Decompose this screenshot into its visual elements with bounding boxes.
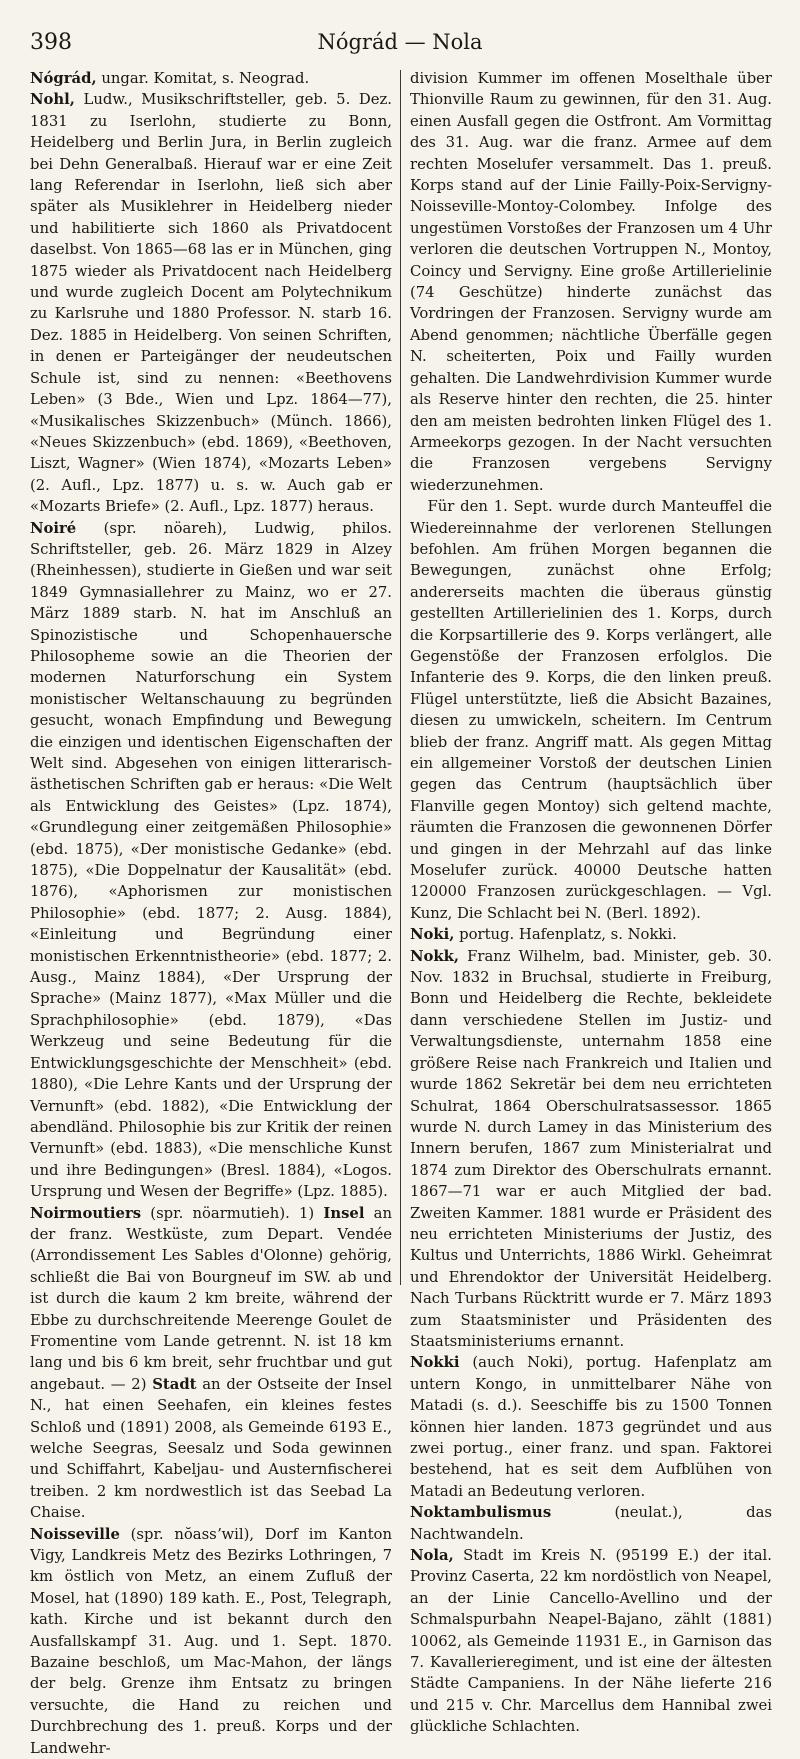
entry-nograd — [30, 68, 392, 89]
entry-text: (neulat.), das Nachtwandeln. — [410, 1504, 772, 1543]
entry-nohl — [30, 89, 392, 517]
headword: Noiré — [30, 519, 77, 537]
entry-text: (spr. nöarmutieh). 1) — [141, 1204, 324, 1222]
headword: Nokk, — [410, 947, 460, 965]
left-column — [30, 68, 393, 1757]
entry-text: (auch Noki), portug. Hafenplatz am untern Kongo, in unmittelbarer Nähe von Matadi (s. d.). Seeschiffe bis zu 1500 Tonnen können hier landen. 1873 gegründet und aus zwei portug., einer franz. und span. Faktorei bestehend, hat es seit dem Aufblühen von Matadi an Bedeutung verloren. — [410, 1354, 772, 1500]
entry-noisseville-continued — [410, 68, 772, 496]
entry-text: Für den 1. Sept. wurde durch Manteuffel die Wiedereinnahme der verlorenen Stellungen befohlen. Am frühen Morgen begannen die Bewegungen, zunächst ohne Erfolg; andererseits machten die überaus günstig gestellten Artillerielinien des 1. Korps, durch die Korpsartillerie des 9. Korps verlängert, alle Gegenstöße der Franzosen erfolglos. Die Infanterie des 9. Korps, die den linken preuß. Flügel unterstützte, ließ die Absicht Bazaines, diesen zu umwickeln, scheitern. Im Centrum blieb der franz. Angriff matt. Als gegen Mittag ein allgemeiner Vorstoß der deutschen Linien gegen das Centrum (hauptsächlich über Flanville gegen Montoy) sich geltend machte, räumten die Franzosen die gewonnenen Dörfer und gingen in der Mehrzahl auf das linke Moselufer zurück. 40000 Deutsche hatten 120000 Franzosen zurückgeschlagen. — Vgl. Kunz, Die Schlacht bei N. (Berl. 1892). — [410, 498, 772, 922]
subheading-insel: Insel — [323, 1204, 365, 1222]
running-head: Nógrád — Nola — [317, 30, 483, 54]
entry-nokk — [410, 946, 772, 1353]
entry-text: Franz Wilhelm, bad. Minister, geb. 30. Nov. 1832 in Bruchsal, studierte in Freiburg, Bonn und Heidelberg die Rechte, bekleidete dann verschiedene Stellen im Justiz- und Verwaltungsdienste, unternahm 1858 eine größere Reise nach Frankreich und Italien und wurde 1862 Sekretär bei dem neu errichteten Schulrat, 1864 Oberschulratsassessor. 1865 wurde N. durch Lamey in das Ministerium des Innern berufen, 1867 zum Ministerialrat und 1874 zum Direktor des Oberschulrats ernannt. 1867—71 war er auch Mitglied der bad. Zweiten Kammer. 1881 wurde er Präsident des neu errichteten Ministeriums der Justiz, des Kultus und Unterrichts, 1886 Wirkl. Geheimrat und Ehrendoktor der Universität Heidelberg. Nach Turbans Rücktritt wurde er 7. März 1893 zum Staatsminister und Präsidenten des Staatsministeriums ernannt. — [410, 947, 772, 1350]
headword: Nógrád, — [30, 70, 97, 87]
entry-text: division Kummer im offenen Moselthale über Thionville Raum zu gewinnen, für den 31. Aug. einen Ausfall gegen die Ostfront. Am Vormittag des 31. Aug. war die franz. Armee auf dem rechten Moselufer versammelt. Das 1. preuß. Korps stand auf der Linie Failly-Poix-Servigny-Noisseville-Montoy-Colombey. Infolge des ungestümen Vorstoßes der Franzosen um 4 Uhr verloren die deutschen Vortruppen N., Montoy, Coincy und Servigny. Eine große Artillerielinie (74 Geschütze) hinderte zunächst das Vordringen der Franzosen. Servigny wurde am Abend genommen; nächtliche Überfälle gegen N. scheiterten, Poix und Failly wurden gehalten. Die Landwehrdivision Kummer wurde als Reserve hinter den rechten, die 25. hinter den am meisten bedrohten linken Flügel des 1. Armeekorps gezogen. In der Nacht versuchten die Franzosen vergebens Servigny wiederzunehmen. — [410, 70, 772, 494]
headword: Nohl, — [30, 91, 75, 109]
page-number: 398 — [30, 30, 72, 55]
entry-noirmoutiers — [30, 1203, 392, 1524]
right-column — [410, 68, 772, 1736]
entry-noisseville-paragraph — [410, 496, 772, 924]
entry-text: Stadt im Kreis N. (95199 E.) der ital. Provinz Caserta, 22 km nordöstlich von Neapel, an der Linie Cancello-Avellino und der Schmalspurbahn Neapel-Bajano, zählt (1881) 10062, als Gemeinde 11931 E., in Garnison das 7. Kavallerieregiment, und ist eine der ältesten Städte Campaniens. In der Nähe lieferte 216 und 215 v. Chr. Marcellus dem Hannibal zwei glückliche Schlachten. — [410, 1547, 772, 1736]
headword: Noisseville — [30, 1525, 120, 1543]
entry-text: an der franz. Westküste, zum Depart. Vendée (Arrondissement Les Sables d'Olonne) gehörig, schließt die Bai von Bourgneuf im SW. ab und ist durch die kaum 2 km breite, während der Ebbe zu durchschreitende Meerenge Goulet de Fromentine vom Lande getrennt. N. ist 18 km lang und bis 6 km breit, sehr fruchtbar und gut angebaut. — 2) — [30, 1204, 393, 1393]
headword: Nola, — [410, 1547, 454, 1565]
entry-noktambulismus — [410, 1502, 772, 1545]
entry-text: an der Ostseite der Insel N., hat einen Seehafen, ein kleines festes Schloß und (1891) 2008, als Gemeinde 6193 E., welche Seegras, Seesalz und Soda gewinnen und Schiffahrt, Kabeljau- und Austernfischerei treiben. 2 km nordwestlich ist das Seebad La Chaise. — [30, 1375, 393, 1522]
entry-text: (spr. nŏassʼwil), Dorf im Kanton Vigy, Landkreis Metz des Bezirks Lothringen, 7 km östlich von Metz, an einem Zufluß der Mosel, hat (1890) 189 kath. E., Post, Telegraph, kath. Kirche und ist bekannt durch den Ausfallskampf 31. Aug. und 1. Sept. 1870. Bazaine beschloß, um Mac-Mahon, der längs der belg. Grenze ihm Entsatz zu bringen versuchte, die Hand zu reichen und Durchbrechung des 1. preuß. Korps und der Landwehr- — [30, 1525, 392, 1757]
entry-text: ungar. Komitat, s. Neograd. — [96, 70, 310, 87]
entry-nola — [410, 1545, 772, 1738]
headword: Noirmoutiers — [30, 1204, 142, 1222]
entry-text: (spr. nöareh), Ludwig, philos. Schriftsteller, geb. 26. März 1829 in Alzey (Rheinhessen), studierte in Gießen und war seit 1849 Gymnasiallehrer zu Mainz, wo er 27. März 1889 starb. N. hat im Anschluß an Spinozistische und Schopenhauersche Philosopheme sowie an die Theorien der modernen Naturforschung ein System monistischer Weltanschauung zu begründen gesucht, wonach Empfindung und Bewegung die einzigen und identischen Eigenschaften der Welt sind. Abgesehen von einigen litterarisch-ästhetischen Schriften gab er heraus: «Die Welt als Entwicklung des Geistes» (Lpz. 1874), «Grundlegung einer zeitgemäßen Philosophie» (ebd. 1875), «Der monistische Gedanke» (ebd. 1875), «Die Doppelnatur der Kausalität» (ebd. 1876), «Aphorismen zur monistischen Philosophie» (ebd. 1877; 2. Ausg. 1884), «Einleitung und Begründung einer monistischen Erkenntnistheorie» (ebd. 1877; 2. Ausg., Mainz 1884), «Der Ursprung der Sprache» (Mainz 1877), «Max Müller und die Sprachphilosophie» (ebd. 1879), «Das Werkzeug und seine Bedeutung für die Entwicklungsgeschichte der Menschheit» (ebd. 1880), «Die Lehre Kants und der Ursprung der Vernunft» (ebd. 1882), «Die Entwicklung der abendländ. Philosophie bis zur Kritik der reinen Vernunft» (ebd. 1883), «Die menschliche Kunst und ihre Bedingungen» (Bresl. 1884), «Logos. Ursprung und Wesen der Begriffe» (Lpz. 1885). — [30, 519, 392, 1201]
column-divider — [400, 70, 401, 1285]
headword: Nokki — [410, 1354, 460, 1372]
page-header — [30, 30, 770, 62]
entry-noisseville — [30, 1524, 392, 1759]
headword: Noki, — [410, 926, 455, 944]
entry-nokki — [410, 1352, 772, 1502]
subheading-stadt: Stadt — [152, 1375, 197, 1393]
entry-text: Ludw., Musikschriftsteller, geb. 5. Dez. 1831 zu Iserlohn, studierte zu Bonn, Heidelberg und Berlin Jura, in Berlin zugleich bei Dehn Generalbaß. Hierauf war er eine Zeit lang Referendar in Iserlohn, ließ sich aber später als Musiklehrer in Heidelberg nieder und habilitierte sich 1860 als Privatdocent daselbst. Von 1865—68 las er in München, ging 1875 wieder als Privatdocent nach Heidelberg und wurde zugleich Docent am Polytechnikum zu Karlsruhe und 1880 Professor. N. starb 16. Dez. 1885 in Heidelberg. Von seinen Schriften, in denen er Parteigänger der neudeutschen Schule ist, sind zu nennen: «Beethovens Leben» (3 Bde., Wien und Lpz. 1864—77), «Musikalisches Skizzenbuch» (Münch. 1866), «Neues Skizzenbuch» (ebd. 1869), «Beethoven, Liszt, Wagner» (Wien 1874), «Mozarts Leben» (2. Aufl., Lpz. 1877) u. s. w. Auch gab er «Mozarts Briefe» (2. Aufl., Lpz. 1877) heraus. — [30, 91, 392, 516]
entry-noire — [30, 518, 392, 1203]
headword: Noktambulismus — [410, 1504, 552, 1522]
entry-text: portug. Hafenplatz, s. Nokki. — [454, 926, 677, 944]
entry-noki — [410, 924, 772, 945]
